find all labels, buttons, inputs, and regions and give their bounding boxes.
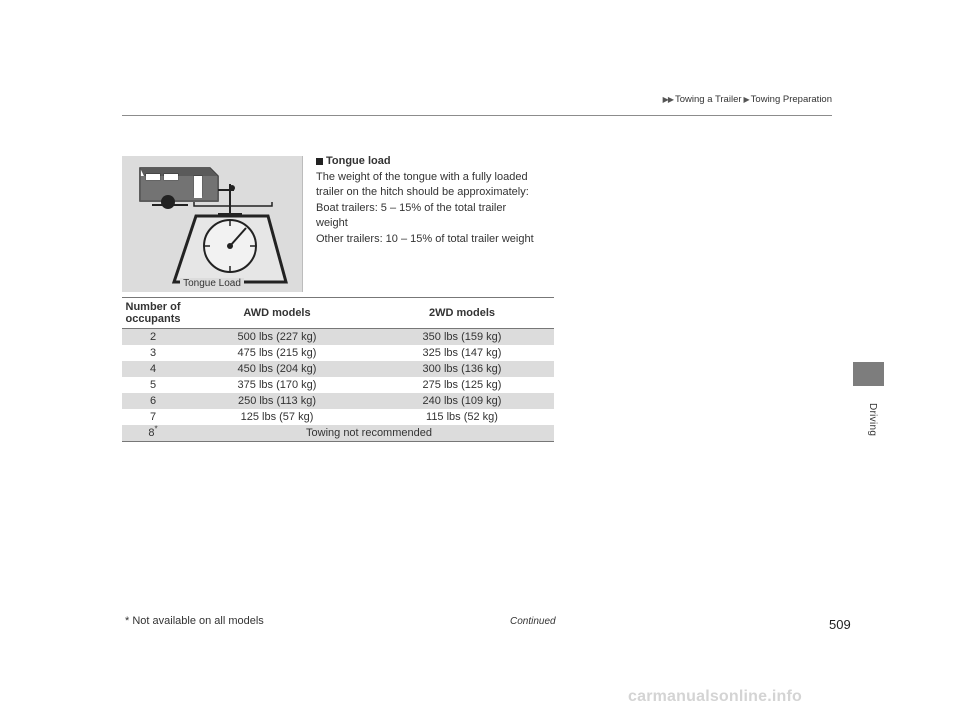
occupants-cell: 8* — [122, 425, 184, 442]
awd-cell: 500 lbs (227 kg) — [184, 329, 370, 346]
table-row — [122, 425, 554, 442]
note-line: weight — [316, 217, 348, 229]
awd-cell: 125 lbs (57 kg) — [240, 411, 314, 423]
table-header-row — [122, 298, 554, 329]
footnote: * Not available on all models — [125, 615, 264, 627]
note-line: Boat trailers: 5 – 15% of the total trailer — [316, 201, 507, 214]
occupants-cell: 6 — [122, 393, 184, 409]
2wd-cell: 240 lbs (109 kg) — [370, 393, 554, 409]
note-line: The weight of the tongue with a fully loaded — [316, 170, 528, 183]
tongue-load-note — [316, 154, 560, 247]
watermark: carmanualsonline.info — [628, 688, 803, 705]
trailer-scale-icon — [122, 156, 302, 292]
note-line: trailer on the hitch should be approximately: — [316, 186, 529, 198]
awd-cell: 475 lbs (215 kg) — [237, 347, 317, 359]
header-divider — [122, 115, 832, 116]
header-awd-models: AWD models — [184, 298, 370, 329]
breadcrumb-arrow-icon: ▶ — [743, 95, 749, 104]
table-row — [122, 361, 554, 377]
2wd-cell: 350 lbs (159 kg) — [370, 329, 554, 346]
table-row — [122, 393, 554, 409]
breadcrumb-item-towing-trailer[interactable]: Towing a Trailer — [674, 94, 742, 105]
continued-label[interactable]: Continued — [510, 616, 556, 627]
occupants-cell: 3 — [149, 347, 157, 359]
header-occupants: Number of occupants — [122, 298, 184, 329]
tongue-load-table — [122, 297, 554, 442]
note-title: Tongue load — [316, 154, 560, 170]
occupants-cell: 7 — [149, 411, 157, 423]
not-recommended-cell: Towing not recommended — [184, 425, 554, 442]
occupants-cell: 5 — [149, 379, 157, 391]
breadcrumb — [663, 94, 832, 105]
page-number: 509 — [829, 617, 851, 632]
breadcrumb-arrow-icon: ▶▶ — [662, 95, 673, 104]
occupants-cell: 2 — [122, 329, 184, 346]
footnote-marker[interactable]: * — [154, 424, 158, 434]
occupants-cell: 4 — [122, 361, 184, 377]
tongue-load-illustration — [122, 156, 303, 292]
section-label: Driving — [867, 403, 878, 437]
2wd-cell: 115 lbs (52 kg) — [426, 411, 498, 423]
2wd-cell: 300 lbs (136 kg) — [370, 361, 554, 377]
awd-cell: 375 lbs (170 kg) — [237, 379, 317, 391]
figure-caption: Tongue Load — [122, 278, 302, 289]
section-tab-marker — [853, 362, 884, 386]
square-bullet-icon — [316, 158, 323, 165]
table-row — [122, 345, 554, 361]
breadcrumb-item-towing-preparation[interactable]: Towing Preparation — [750, 94, 832, 105]
2wd-cell: 325 lbs (147 kg) — [422, 347, 502, 359]
awd-cell: 250 lbs (113 kg) — [184, 393, 370, 409]
table-row — [122, 409, 554, 425]
table-row — [122, 329, 554, 346]
note-line: Other trailers: 10 – 15% of total trailer weight — [316, 232, 534, 245]
header-2wd-models: 2WD models — [370, 298, 554, 329]
table-row — [122, 377, 554, 393]
awd-cell: 450 lbs (204 kg) — [184, 361, 370, 377]
2wd-cell: 275 lbs (125 kg) — [422, 379, 502, 391]
